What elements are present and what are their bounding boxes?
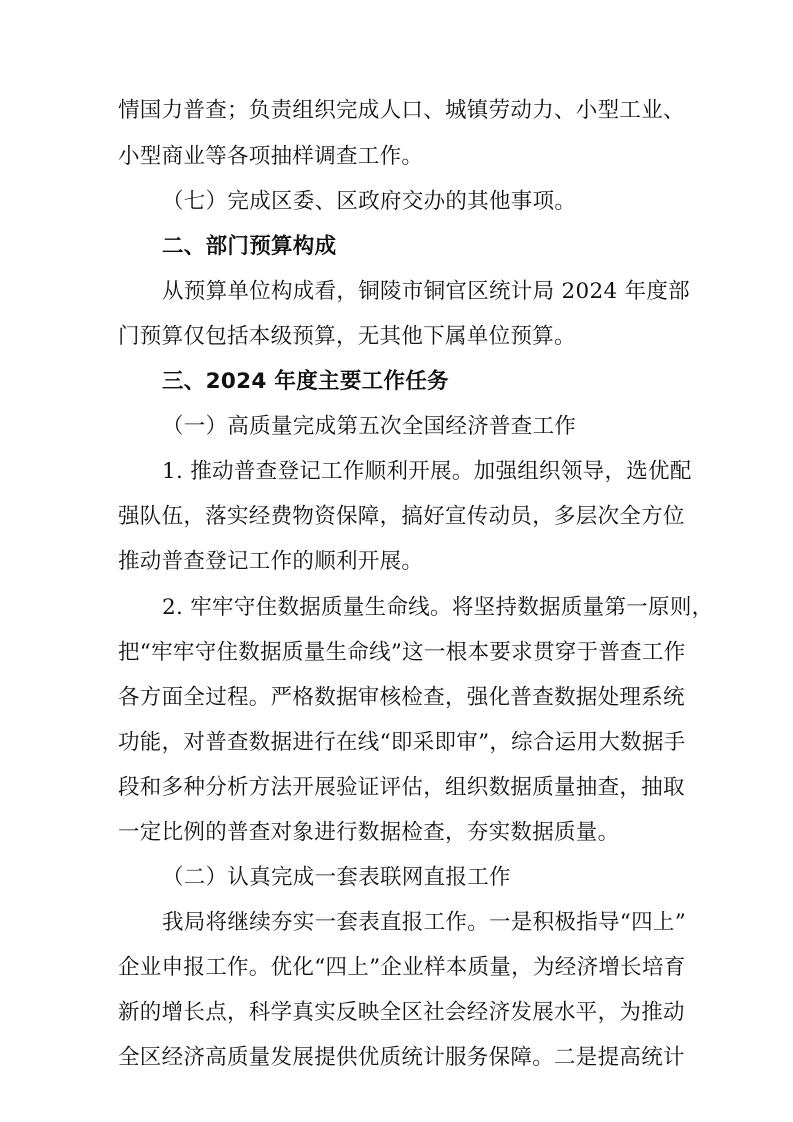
paragraph-line: 小型商业等各项抽样调查工作。	[118, 144, 424, 169]
paragraph-line: 门预算仅包括本级预算，无其他下属单位预算。	[118, 324, 576, 349]
paragraph-line: 2. 牢牢守住数据质量生命线。将坚持数据质量第一原则，	[162, 595, 714, 620]
paragraph-line: 强队伍，落实经费物资保障，搞好宣传动员，多层次全方位	[118, 504, 685, 529]
paragraph-line: 功能，对普查数据进行在线“即采即审”，综合运用大数据手	[118, 730, 686, 755]
paragraph-line: （七）完成区委、区政府交办的其他事项。	[162, 189, 577, 214]
subsection-heading: （一）高质量完成第五次全国经济普查工作	[162, 414, 577, 439]
paragraph-line: 推动普查登记工作的顺利开展。	[118, 549, 424, 574]
paragraph-line: 新的增长点，科学真实反映全区社会经济发展水平，为推动	[118, 1000, 685, 1025]
paragraph-line: 情国力普查；负责组织完成人口、城镇劳动力、小型工业、	[118, 98, 685, 123]
paragraph-line: 企业申报工作。优化“四上”企业样本质量，为经济增长培育	[118, 955, 686, 980]
paragraph-line: 一定比例的普查对象进行数据检查，夯实数据质量。	[118, 820, 620, 845]
paragraph-line: 全区经济高质量发展提供优质统计服务保障。二是提高统计	[118, 1045, 685, 1070]
paragraph-line: 段和多种分析方法开展验证评估，组织数据质量抽查，抽取	[118, 775, 685, 800]
paragraph-line: 1. 推动普查登记工作顺利开展。加强组织领导，选优配	[162, 459, 692, 484]
section-heading: 二、部门预算构成	[162, 234, 337, 259]
paragraph-line: 我局将继续夯实一套表直报工作。一是积极指导“四上”	[162, 910, 686, 935]
paragraph-line: 各方面全过程。严格数据审核检查，强化普查数据处理系统	[118, 685, 685, 710]
paragraph-line: 从预算单位构成看，铜陵市铜官区统计局 2024 年度部	[162, 279, 690, 304]
section-heading: 三、2024 年度主要工作任务	[162, 369, 449, 394]
subsection-heading: （二）认真完成一套表联网直报工作	[162, 865, 511, 890]
paragraph-line: 把“牢牢守住数据质量生命线”这一根本要求贯穿于普查工作	[118, 640, 686, 665]
